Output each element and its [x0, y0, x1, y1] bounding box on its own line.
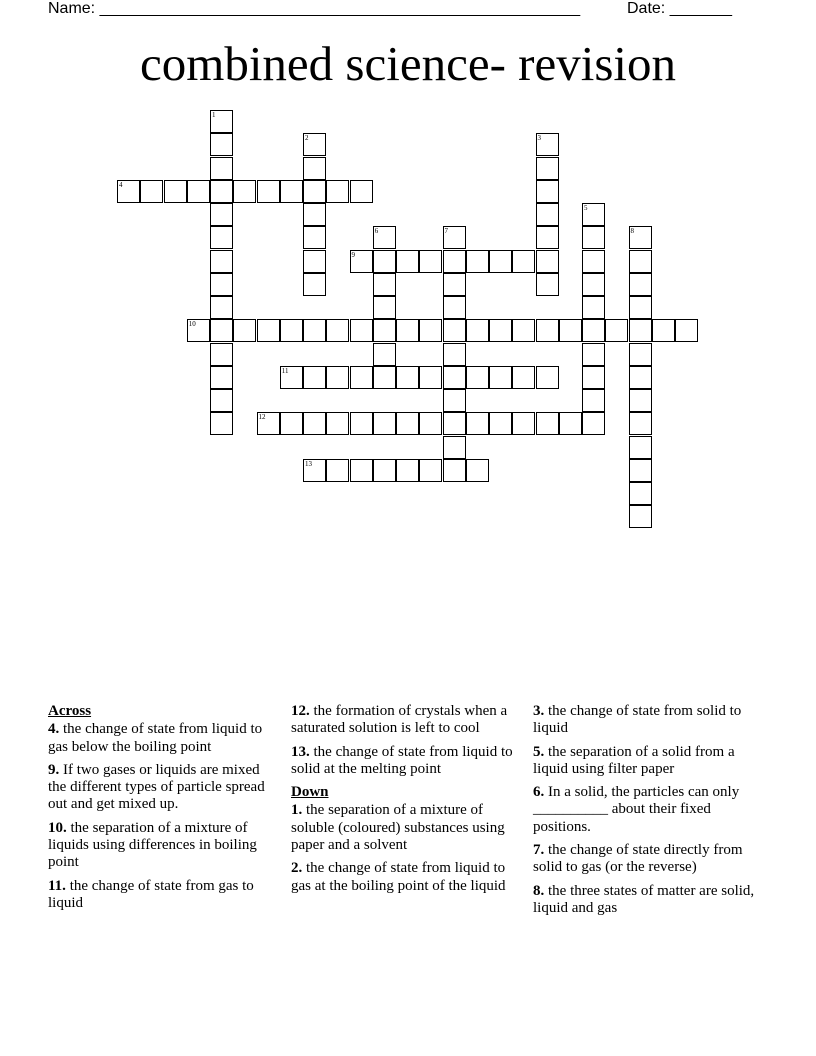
- clue-text: the separation of a mixture of soluble (coloured) substances using paper and a solvent: [291, 802, 505, 854]
- clue-text: the three states of matter are solid, liquid and gas: [533, 882, 755, 916]
- grid-cell[interactable]: [536, 133, 559, 156]
- grid-cell[interactable]: [582, 343, 605, 366]
- grid-cell[interactable]: [396, 412, 419, 435]
- clue-number-label: 10: [188, 320, 196, 329]
- grid-cell[interactable]: [210, 133, 233, 156]
- grid-cell[interactable]: [629, 505, 652, 528]
- grid-cell[interactable]: [303, 412, 326, 435]
- grid-cell[interactable]: [373, 412, 396, 435]
- grid-cell[interactable]: [373, 343, 396, 366]
- clue-number-label: 9: [351, 250, 355, 259]
- grid-cell[interactable]: [629, 436, 652, 459]
- grid-cell[interactable]: [396, 250, 419, 273]
- grid-cell[interactable]: [443, 226, 466, 249]
- grid-cell[interactable]: [303, 203, 326, 226]
- clues-column-3: [533, 703, 763, 923]
- clue-number-label: 8: [630, 227, 634, 236]
- grid-cell[interactable]: [280, 412, 303, 435]
- grid-cell[interactable]: [419, 412, 442, 435]
- clue-number: 5.: [533, 743, 545, 760]
- grid-cell[interactable]: [396, 459, 419, 482]
- grid-cell[interactable]: [629, 366, 652, 389]
- grid-cell[interactable]: [443, 250, 466, 273]
- grid-cell[interactable]: [257, 180, 280, 203]
- clue-down-3: [533, 703, 763, 738]
- grid-cell[interactable]: [536, 412, 559, 435]
- clue-down-8: [533, 883, 763, 918]
- clue-text: the change of state directly from solid to gas (or the reverse): [533, 842, 743, 876]
- grid-cell[interactable]: [210, 389, 233, 412]
- clue-number: 8.: [533, 882, 545, 899]
- clue-text: the change of state from liquid to gas below the boiling point: [48, 721, 263, 755]
- grid-cell[interactable]: [373, 296, 396, 319]
- grid-cell[interactable]: [629, 296, 652, 319]
- clue-number-label: 6: [374, 227, 379, 236]
- clue-number-label: 12: [258, 413, 266, 422]
- grid-cell[interactable]: [117, 180, 140, 203]
- grid-cell[interactable]: [350, 366, 373, 389]
- grid-cell[interactable]: [373, 273, 396, 296]
- grid-cell[interactable]: [443, 459, 466, 482]
- grid-cell[interactable]: [629, 273, 652, 296]
- grid-cell[interactable]: [326, 180, 349, 203]
- grid-cell[interactable]: [466, 250, 489, 273]
- grid-cell[interactable]: [210, 296, 233, 319]
- grid-cell[interactable]: [512, 250, 535, 273]
- grid-cell[interactable]: [303, 273, 326, 296]
- grid-cell[interactable]: [582, 203, 605, 226]
- clues-column-2: [291, 703, 521, 901]
- grid-cell[interactable]: [210, 412, 233, 435]
- grid-cell[interactable]: [512, 319, 535, 342]
- grid-cell[interactable]: [373, 226, 396, 249]
- grid-cell[interactable]: [396, 319, 419, 342]
- grid-cell[interactable]: [443, 389, 466, 412]
- grid-cell[interactable]: [443, 273, 466, 296]
- grid-cell[interactable]: [419, 319, 442, 342]
- grid-cell[interactable]: [326, 412, 349, 435]
- clue-number: 9.: [48, 761, 60, 778]
- grid-cell[interactable]: [629, 459, 652, 482]
- grid-cell[interactable]: [466, 459, 489, 482]
- grid-cell[interactable]: [629, 412, 652, 435]
- grid-cell[interactable]: [303, 133, 326, 156]
- grid-cell[interactable]: [652, 319, 675, 342]
- grid-cell[interactable]: [466, 366, 489, 389]
- grid-cell[interactable]: [629, 250, 652, 273]
- grid-cell[interactable]: [303, 226, 326, 249]
- grid-cell[interactable]: [489, 366, 512, 389]
- clue-across-11: [48, 878, 278, 913]
- grid-cell[interactable]: [536, 157, 559, 180]
- grid-cell[interactable]: [559, 319, 582, 342]
- grid-cell[interactable]: [582, 296, 605, 319]
- grid-cell[interactable]: [303, 366, 326, 389]
- grid-cell[interactable]: [443, 319, 466, 342]
- clue-text: If two gases or liquids are mixed the different types of particle spread out and get mixed up.: [48, 761, 265, 813]
- grid-cell[interactable]: [326, 319, 349, 342]
- grid-cell[interactable]: [489, 319, 512, 342]
- grid-cell[interactable]: [210, 110, 233, 133]
- clue-number: 3.: [533, 703, 545, 719]
- grid-cell[interactable]: [536, 273, 559, 296]
- clue-text: the separation of a solid from a liquid using filter paper: [533, 743, 735, 777]
- grid-cell[interactable]: [536, 203, 559, 226]
- grid-cell[interactable]: [210, 180, 233, 203]
- grid-cell[interactable]: [512, 366, 535, 389]
- grid-cell[interactable]: [536, 250, 559, 273]
- clue-text: the change of state from liquid to solid at the melting point: [291, 743, 513, 777]
- grid-cell[interactable]: [280, 319, 303, 342]
- clue-text: the change of state from liquid to gas at the boiling point of the liquid: [291, 860, 506, 894]
- clue-across-12: [291, 703, 521, 738]
- grid-cell[interactable]: [582, 319, 605, 342]
- grid-cell[interactable]: [187, 319, 210, 342]
- clue-text: the change of state from gas to liquid: [48, 877, 254, 911]
- grid-cell[interactable]: [629, 343, 652, 366]
- clue-across-4: [48, 721, 278, 756]
- grid-cell[interactable]: [257, 412, 280, 435]
- grid-cell[interactable]: [629, 389, 652, 412]
- page-title: combined science- revision: [139, 36, 677, 91]
- grid-cell[interactable]: [443, 296, 466, 319]
- clue-number: 4.: [48, 721, 60, 738]
- grid-cell[interactable]: [210, 366, 233, 389]
- clue-text: the change of state from solid to liquid: [533, 703, 742, 737]
- grid-cell[interactable]: [187, 180, 210, 203]
- grid-cell[interactable]: [396, 366, 419, 389]
- clue-number: 1.: [291, 802, 303, 819]
- grid-cell[interactable]: [303, 157, 326, 180]
- grid-cell[interactable]: [350, 412, 373, 435]
- grid-cell[interactable]: [303, 180, 326, 203]
- grid-cell[interactable]: [210, 319, 233, 342]
- grid-cell[interactable]: [257, 319, 280, 342]
- clue-number: 12.: [291, 703, 310, 719]
- grid-cell[interactable]: [582, 389, 605, 412]
- grid-cell[interactable]: [164, 180, 187, 203]
- grid-cell[interactable]: [582, 273, 605, 296]
- grid-cell[interactable]: [582, 412, 605, 435]
- grid-cell[interactable]: [536, 319, 559, 342]
- down-heading: Down: [291, 784, 329, 801]
- date-field-line[interactable]: Date: _______: [627, 0, 732, 17]
- grid-cell[interactable]: [350, 319, 373, 342]
- grid-cell[interactable]: [443, 366, 466, 389]
- grid-cell[interactable]: [675, 319, 698, 342]
- grid-cell[interactable]: [419, 250, 442, 273]
- grid-cell[interactable]: [536, 180, 559, 203]
- grid-cell[interactable]: [210, 343, 233, 366]
- grid-cell[interactable]: [582, 366, 605, 389]
- grid-cell[interactable]: [559, 412, 582, 435]
- clue-number: 11.: [48, 877, 66, 894]
- grid-cell[interactable]: [629, 226, 652, 249]
- grid-cell[interactable]: [512, 412, 535, 435]
- across-heading: Across: [48, 703, 92, 719]
- grid-cell[interactable]: [419, 459, 442, 482]
- grid-cell[interactable]: [233, 319, 256, 342]
- grid-cell[interactable]: [466, 412, 489, 435]
- grid-cell[interactable]: [443, 436, 466, 459]
- grid-cell[interactable]: [326, 459, 349, 482]
- clue-text: the separation of a mixture of liquids using differences in boiling point: [48, 819, 257, 871]
- clue-down-5: [533, 744, 763, 779]
- clue-number-label: 11: [281, 366, 289, 375]
- clue-number-label: 1: [212, 111, 216, 119]
- grid-cell[interactable]: [489, 412, 512, 435]
- grid-cell[interactable]: [582, 250, 605, 273]
- grid-cell[interactable]: [210, 203, 233, 226]
- grid-cell[interactable]: [489, 250, 512, 273]
- grid-cell[interactable]: [326, 366, 349, 389]
- clue-number: 7.: [533, 842, 545, 859]
- clue-number-label: 7: [444, 227, 448, 236]
- grid-cell[interactable]: [373, 319, 396, 342]
- grid-cell[interactable]: [443, 343, 466, 366]
- clue-number-label: 3: [537, 134, 541, 143]
- grid-cell[interactable]: [280, 366, 303, 389]
- clue-number: 10.: [48, 819, 67, 836]
- clue-down-2: [291, 860, 521, 895]
- grid-cell[interactable]: [210, 250, 233, 273]
- clue-number: 2.: [291, 860, 303, 877]
- grid-cell[interactable]: [443, 412, 466, 435]
- clue-across-13: [291, 744, 521, 779]
- grid-cell[interactable]: [373, 366, 396, 389]
- clue-text: the formation of crystals when a saturated solution is left to cool: [291, 703, 508, 737]
- grid-cell[interactable]: [140, 180, 163, 203]
- grid-cell[interactable]: [303, 459, 326, 482]
- clue-across-9: [48, 762, 278, 814]
- clue-number: 13.: [291, 743, 310, 760]
- grid-cell[interactable]: [210, 226, 233, 249]
- grid-cell[interactable]: [373, 459, 396, 482]
- grid-cell[interactable]: [350, 459, 373, 482]
- clue-text: In a solid, the particles can only __________ about their fixed positions.: [533, 784, 740, 835]
- clue-number-label: 13: [305, 459, 312, 468]
- grid-cell[interactable]: [303, 250, 326, 273]
- clue-down-6: [533, 784, 763, 836]
- clue-number-label: 2: [305, 134, 309, 143]
- clue-number: 6.: [533, 784, 545, 801]
- clue-number-label: 4: [119, 180, 123, 189]
- grid-cell[interactable]: [536, 226, 559, 249]
- clue-down-7: [533, 842, 763, 877]
- grid-cell[interactable]: [210, 273, 233, 296]
- grid-cell[interactable]: [280, 180, 303, 203]
- grid-cell[interactable]: [419, 366, 442, 389]
- clue-number-label: 5: [584, 204, 588, 212]
- clue-down-1: [291, 802, 521, 854]
- grid-cell[interactable]: [629, 482, 652, 505]
- grid-cell[interactable]: [233, 180, 256, 203]
- grid-cell[interactable]: [350, 250, 373, 273]
- grid-cell[interactable]: [466, 319, 489, 342]
- clues-column-1: [48, 703, 278, 918]
- name-field-line[interactable]: Name: ______________________________________________________: [48, 0, 581, 17]
- grid-cell[interactable]: [629, 319, 652, 342]
- clue-across-10: [48, 820, 278, 872]
- grid-cell[interactable]: [373, 250, 396, 273]
- grid-cell[interactable]: [303, 319, 326, 342]
- grid-cell[interactable]: [536, 366, 559, 389]
- grid-cell[interactable]: [605, 319, 628, 342]
- grid-cell[interactable]: [210, 157, 233, 180]
- grid-cell[interactable]: [350, 180, 373, 203]
- grid-cell[interactable]: [582, 226, 605, 249]
